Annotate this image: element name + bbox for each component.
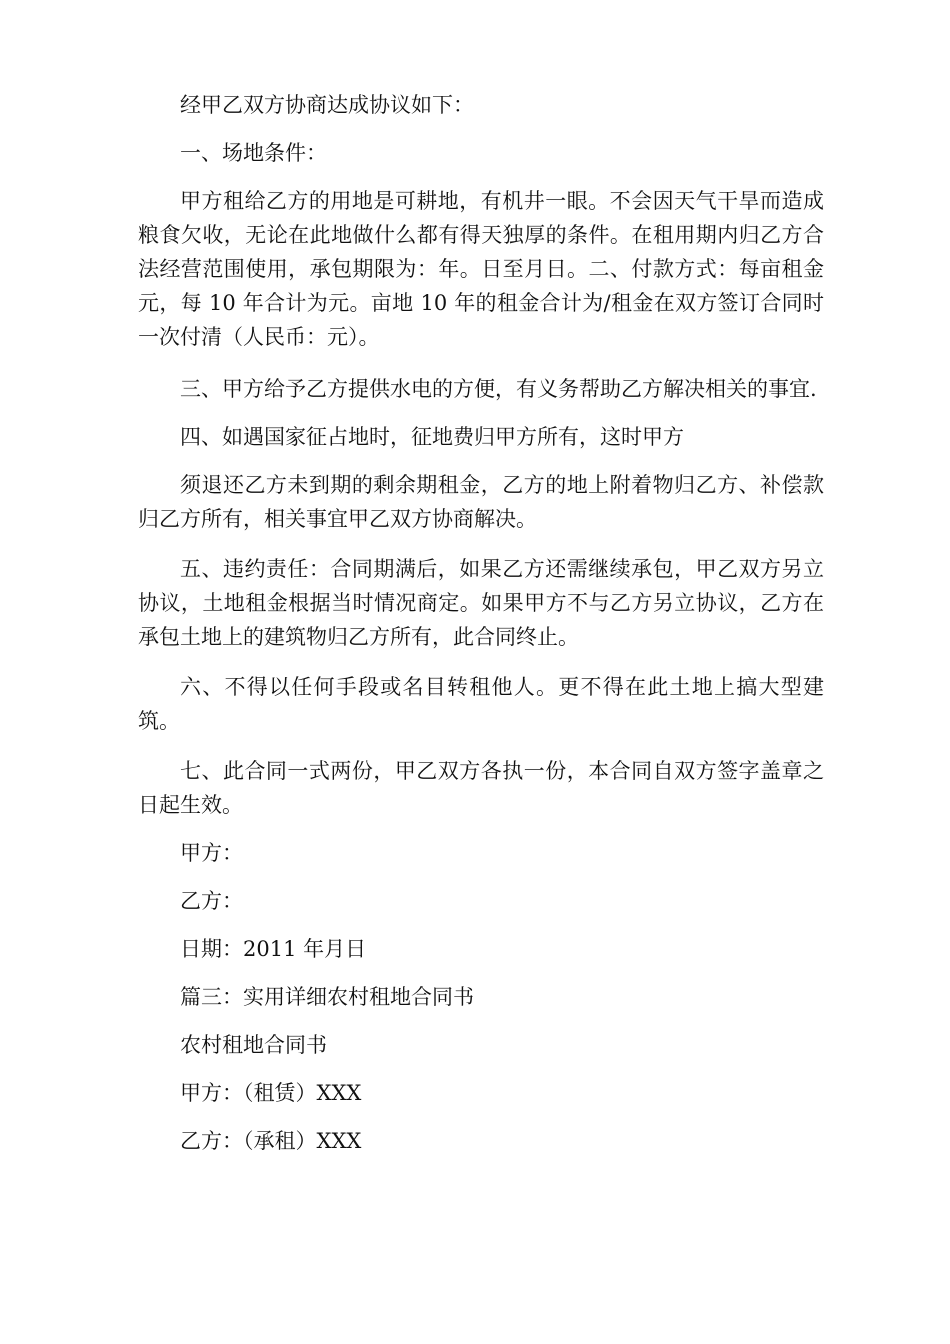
clause-1-heading: 一、场地条件： (180, 141, 327, 165)
party-a-name: 甲方：（租赁）XXX (180, 1081, 362, 1105)
party-b-name: 乙方：（承租）XXX (180, 1129, 362, 1153)
clause-4-continued: 须退还乙方未到期的剩余期租金，乙方的地上附着物归乙方、补偿款归乙方所有，相关事宜甲乙双方协商解决。 (138, 473, 824, 531)
agreement-intro: 经甲乙双方协商达成协议如下： (180, 93, 474, 117)
clause-4: 四、如遇国家征占地时，征地费归甲方所有，这时甲方 (180, 425, 684, 449)
party-b-signature: 乙方： (180, 889, 243, 913)
section-title: 篇三：实用详细农村租地合同书 (180, 985, 474, 1009)
clause-3: 三、甲方给予乙方提供水电的方便，有义务帮助乙方解决相关的事宜. (180, 377, 817, 401)
clause-5: 五、违约责任：合同期满后，如果乙方还需继续承包，甲乙双方另立协议，土地租金根据当时情况商定。如果甲方不与乙方另立协议，乙方在承包土地上的建筑物归乙方所有，此合同终止。 (138, 557, 824, 649)
document-page (138, 88, 824, 1158)
contract-title: 农村租地合同书 (180, 1033, 327, 1057)
clause-1-body: 甲方租给乙方的用地是可耕地，有机井一眼。不会因天气干旱而造成粮食欠收，无论在此地做什么都有得天独厚的条件。在租用期内归乙方合法经营范围使用，承包期限为：年。日至月日。二、付款方式：每亩租金元，每 10 年合计为元。亩地 10 年的租金合计为/租金在双方签订合同时一次付清（人民币：元）。 (138, 189, 824, 349)
party-a-signature: 甲方： (180, 841, 243, 865)
signing-date: 日期：2011 年月日 (180, 937, 367, 961)
clause-6: 六、不得以任何手段或名目转租他人。更不得在此土地上搞大型建筑。 (138, 675, 824, 733)
clause-7: 七、此合同一式两份，甲乙双方各执一份，本合同自双方签字盖章之日起生效。 (138, 759, 824, 817)
